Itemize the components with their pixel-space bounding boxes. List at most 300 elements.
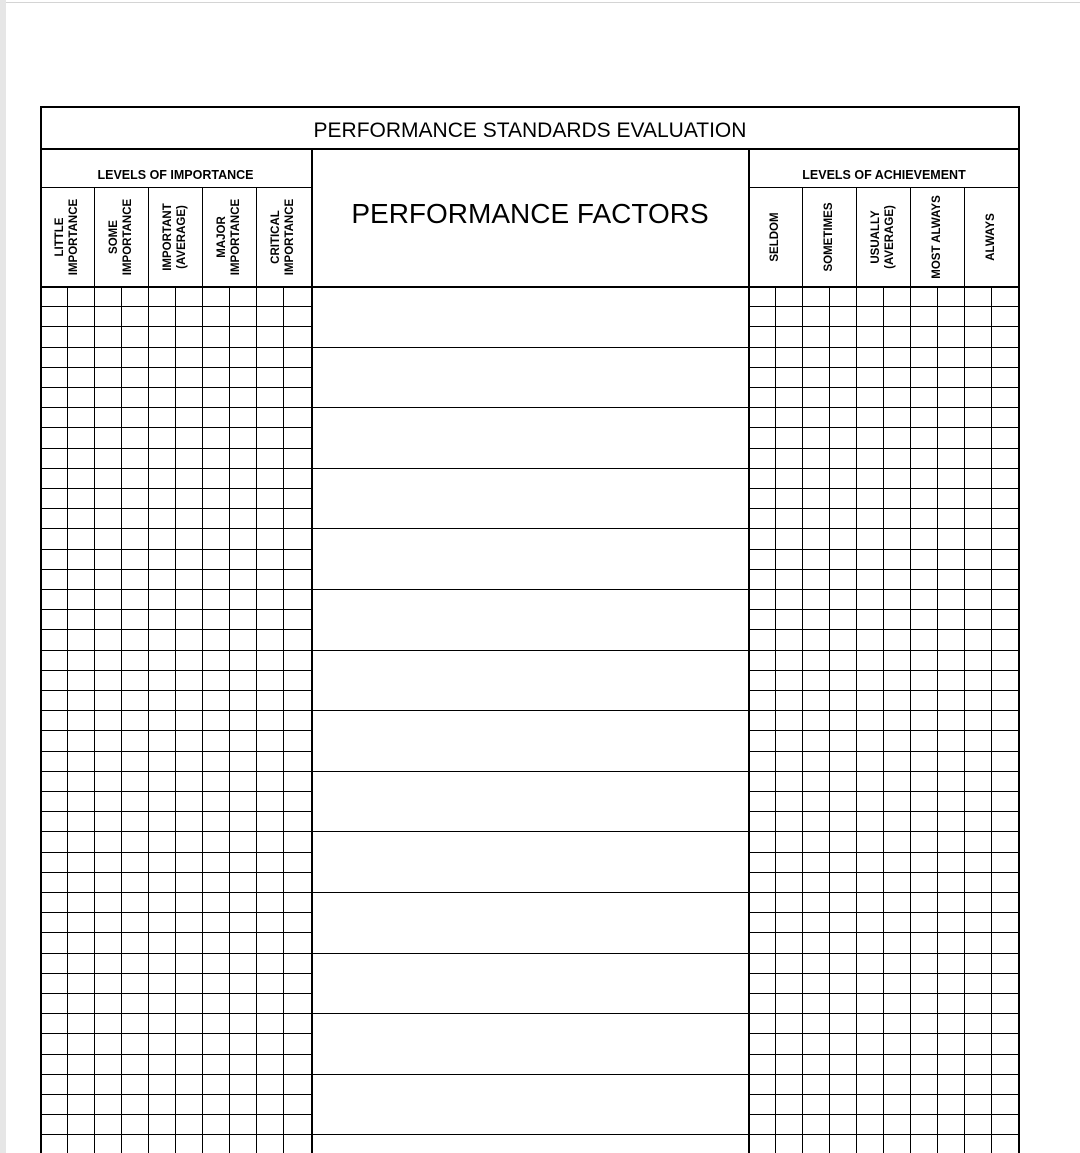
achievement-rating-cell[interactable]: [856, 448, 883, 468]
importance-rating-cell[interactable]: [67, 407, 94, 427]
achievement-rating-cell[interactable]: [748, 549, 775, 569]
achievement-rating-cell[interactable]: [910, 326, 937, 346]
achievement-rating-cell[interactable]: [910, 650, 937, 670]
achievement-rating-cell[interactable]: [964, 730, 991, 750]
achievement-rating-cell[interactable]: [748, 912, 775, 932]
importance-rating-cell[interactable]: [94, 609, 121, 629]
achievement-rating-cell[interactable]: [937, 932, 964, 952]
achievement-rating-cell[interactable]: [802, 286, 829, 306]
achievement-rating-cell[interactable]: [964, 609, 991, 629]
achievement-rating-cell[interactable]: [964, 1033, 991, 1053]
importance-rating-cell[interactable]: [229, 993, 256, 1013]
importance-rating-cell[interactable]: [283, 932, 311, 952]
achievement-rating-cell[interactable]: [937, 710, 964, 730]
importance-rating-cell[interactable]: [148, 1033, 175, 1053]
importance-rating-cell[interactable]: [40, 1094, 67, 1114]
importance-rating-cell[interactable]: [94, 1054, 121, 1074]
importance-rating-cell[interactable]: [67, 852, 94, 872]
achievement-rating-cell[interactable]: [802, 629, 829, 649]
achievement-rating-cell[interactable]: [775, 872, 802, 892]
achievement-rating-cell[interactable]: [775, 710, 802, 730]
achievement-rating-cell[interactable]: [775, 852, 802, 872]
importance-rating-cell[interactable]: [175, 912, 202, 932]
importance-rating-cell[interactable]: [256, 609, 283, 629]
achievement-rating-cell[interactable]: [829, 528, 856, 548]
importance-rating-cell[interactable]: [121, 367, 148, 387]
importance-rating-cell[interactable]: [283, 488, 311, 508]
importance-rating-cell[interactable]: [40, 1114, 67, 1134]
importance-rating-cell[interactable]: [256, 932, 283, 952]
achievement-rating-cell[interactable]: [802, 690, 829, 710]
importance-rating-cell[interactable]: [40, 912, 67, 932]
importance-rating-cell[interactable]: [67, 347, 94, 367]
achievement-rating-cell[interactable]: [910, 286, 937, 306]
importance-rating-cell[interactable]: [202, 751, 229, 771]
achievement-rating-cell[interactable]: [748, 751, 775, 771]
achievement-rating-cell[interactable]: [937, 367, 964, 387]
importance-rating-cell[interactable]: [148, 932, 175, 952]
importance-rating-cell[interactable]: [148, 1054, 175, 1074]
importance-rating-cell[interactable]: [283, 367, 311, 387]
achievement-rating-cell[interactable]: [910, 973, 937, 993]
importance-rating-cell[interactable]: [94, 650, 121, 670]
importance-rating-cell[interactable]: [202, 650, 229, 670]
achievement-rating-cell[interactable]: [937, 528, 964, 548]
importance-rating-cell[interactable]: [202, 1094, 229, 1114]
importance-rating-cell[interactable]: [40, 569, 67, 589]
achievement-rating-cell[interactable]: [883, 508, 910, 528]
achievement-rating-cell[interactable]: [856, 1114, 883, 1134]
achievement-rating-cell[interactable]: [802, 589, 829, 609]
importance-rating-cell[interactable]: [229, 730, 256, 750]
achievement-rating-cell[interactable]: [883, 609, 910, 629]
importance-rating-cell[interactable]: [202, 488, 229, 508]
importance-rating-cell[interactable]: [283, 306, 311, 326]
achievement-rating-cell[interactable]: [802, 387, 829, 407]
performance-factor-field[interactable]: [312, 953, 748, 1014]
achievement-rating-cell[interactable]: [829, 650, 856, 670]
achievement-rating-cell[interactable]: [748, 609, 775, 629]
importance-rating-cell[interactable]: [283, 326, 311, 346]
achievement-rating-cell[interactable]: [883, 1013, 910, 1033]
importance-rating-cell[interactable]: [175, 286, 202, 306]
achievement-rating-cell[interactable]: [964, 690, 991, 710]
achievement-rating-cell[interactable]: [748, 831, 775, 851]
achievement-rating-cell[interactable]: [883, 1033, 910, 1053]
achievement-rating-cell[interactable]: [964, 1013, 991, 1033]
importance-rating-cell[interactable]: [67, 1074, 94, 1094]
importance-rating-cell[interactable]: [229, 508, 256, 528]
achievement-rating-cell[interactable]: [802, 367, 829, 387]
achievement-rating-cell[interactable]: [991, 831, 1020, 851]
importance-rating-cell[interactable]: [94, 831, 121, 851]
importance-rating-cell[interactable]: [229, 1094, 256, 1114]
importance-rating-cell[interactable]: [67, 1114, 94, 1134]
achievement-rating-cell[interactable]: [829, 1114, 856, 1134]
achievement-rating-cell[interactable]: [883, 306, 910, 326]
achievement-rating-cell[interactable]: [802, 710, 829, 730]
achievement-rating-cell[interactable]: [829, 751, 856, 771]
achievement-rating-cell[interactable]: [748, 589, 775, 609]
achievement-rating-cell[interactable]: [829, 286, 856, 306]
importance-rating-cell[interactable]: [175, 953, 202, 973]
importance-rating-cell[interactable]: [256, 771, 283, 791]
importance-rating-cell[interactable]: [229, 953, 256, 973]
achievement-rating-cell[interactable]: [775, 448, 802, 468]
importance-rating-cell[interactable]: [283, 710, 311, 730]
importance-rating-cell[interactable]: [229, 468, 256, 488]
importance-rating-cell[interactable]: [67, 286, 94, 306]
achievement-rating-cell[interactable]: [883, 932, 910, 952]
importance-rating-cell[interactable]: [40, 387, 67, 407]
achievement-rating-cell[interactable]: [883, 953, 910, 973]
achievement-rating-cell[interactable]: [883, 1094, 910, 1114]
importance-rating-cell[interactable]: [121, 609, 148, 629]
importance-rating-cell[interactable]: [283, 387, 311, 407]
importance-rating-cell[interactable]: [202, 852, 229, 872]
achievement-rating-cell[interactable]: [937, 488, 964, 508]
importance-rating-cell[interactable]: [148, 771, 175, 791]
achievement-rating-cell[interactable]: [802, 811, 829, 831]
achievement-rating-cell[interactable]: [856, 528, 883, 548]
achievement-rating-cell[interactable]: [775, 690, 802, 710]
importance-rating-cell[interactable]: [202, 831, 229, 851]
importance-rating-cell[interactable]: [148, 1074, 175, 1094]
achievement-rating-cell[interactable]: [910, 589, 937, 609]
importance-rating-cell[interactable]: [256, 872, 283, 892]
achievement-rating-cell[interactable]: [802, 892, 829, 912]
importance-rating-cell[interactable]: [40, 326, 67, 346]
achievement-rating-cell[interactable]: [775, 528, 802, 548]
importance-rating-cell[interactable]: [229, 973, 256, 993]
importance-rating-cell[interactable]: [229, 912, 256, 932]
importance-rating-cell[interactable]: [202, 326, 229, 346]
achievement-rating-cell[interactable]: [964, 569, 991, 589]
achievement-rating-cell[interactable]: [991, 448, 1020, 468]
importance-rating-cell[interactable]: [40, 427, 67, 447]
importance-rating-cell[interactable]: [67, 468, 94, 488]
achievement-rating-cell[interactable]: [964, 629, 991, 649]
achievement-rating-cell[interactable]: [829, 872, 856, 892]
achievement-rating-cell[interactable]: [937, 387, 964, 407]
importance-rating-cell[interactable]: [175, 549, 202, 569]
achievement-rating-cell[interactable]: [829, 1033, 856, 1053]
importance-rating-cell[interactable]: [283, 852, 311, 872]
importance-rating-cell[interactable]: [175, 508, 202, 528]
achievement-rating-cell[interactable]: [748, 347, 775, 367]
achievement-rating-cell[interactable]: [937, 1114, 964, 1134]
achievement-rating-cell[interactable]: [910, 488, 937, 508]
achievement-rating-cell[interactable]: [829, 589, 856, 609]
achievement-rating-cell[interactable]: [964, 488, 991, 508]
performance-factor-field[interactable]: [312, 710, 748, 771]
achievement-rating-cell[interactable]: [802, 488, 829, 508]
achievement-rating-cell[interactable]: [829, 1094, 856, 1114]
importance-rating-cell[interactable]: [148, 326, 175, 346]
importance-rating-cell[interactable]: [175, 609, 202, 629]
importance-rating-cell[interactable]: [256, 811, 283, 831]
achievement-rating-cell[interactable]: [991, 549, 1020, 569]
importance-rating-cell[interactable]: [40, 407, 67, 427]
importance-rating-cell[interactable]: [229, 306, 256, 326]
importance-rating-cell[interactable]: [202, 912, 229, 932]
achievement-rating-cell[interactable]: [910, 1033, 937, 1053]
importance-rating-cell[interactable]: [148, 508, 175, 528]
achievement-rating-cell[interactable]: [856, 326, 883, 346]
achievement-rating-cell[interactable]: [775, 1094, 802, 1114]
achievement-rating-cell[interactable]: [991, 650, 1020, 670]
importance-rating-cell[interactable]: [148, 872, 175, 892]
achievement-rating-cell[interactable]: [991, 528, 1020, 548]
achievement-rating-cell[interactable]: [991, 751, 1020, 771]
achievement-rating-cell[interactable]: [856, 569, 883, 589]
achievement-rating-cell[interactable]: [964, 1054, 991, 1074]
achievement-rating-cell[interactable]: [829, 1054, 856, 1074]
importance-rating-cell[interactable]: [229, 589, 256, 609]
importance-rating-cell[interactable]: [256, 629, 283, 649]
importance-rating-cell[interactable]: [202, 892, 229, 912]
importance-rating-cell[interactable]: [121, 690, 148, 710]
achievement-rating-cell[interactable]: [775, 791, 802, 811]
importance-rating-cell[interactable]: [40, 831, 67, 851]
achievement-rating-cell[interactable]: [991, 1033, 1020, 1053]
importance-rating-cell[interactable]: [175, 1033, 202, 1053]
achievement-rating-cell[interactable]: [991, 1054, 1020, 1074]
importance-rating-cell[interactable]: [256, 488, 283, 508]
importance-rating-cell[interactable]: [175, 326, 202, 346]
achievement-rating-cell[interactable]: [910, 427, 937, 447]
achievement-rating-cell[interactable]: [937, 993, 964, 1013]
importance-rating-cell[interactable]: [175, 771, 202, 791]
importance-rating-cell[interactable]: [121, 771, 148, 791]
importance-rating-cell[interactable]: [283, 569, 311, 589]
achievement-rating-cell[interactable]: [856, 710, 883, 730]
importance-rating-cell[interactable]: [202, 629, 229, 649]
importance-rating-cell[interactable]: [229, 791, 256, 811]
importance-rating-cell[interactable]: [283, 670, 311, 690]
importance-rating-cell[interactable]: [202, 1054, 229, 1074]
achievement-rating-cell[interactable]: [991, 892, 1020, 912]
importance-rating-cell[interactable]: [121, 549, 148, 569]
importance-rating-cell[interactable]: [121, 508, 148, 528]
achievement-rating-cell[interactable]: [991, 993, 1020, 1013]
importance-rating-cell[interactable]: [67, 892, 94, 912]
importance-rating-cell[interactable]: [229, 650, 256, 670]
importance-rating-cell[interactable]: [256, 690, 283, 710]
importance-rating-cell[interactable]: [40, 286, 67, 306]
importance-rating-cell[interactable]: [229, 427, 256, 447]
achievement-rating-cell[interactable]: [748, 852, 775, 872]
importance-rating-cell[interactable]: [121, 468, 148, 488]
importance-rating-cell[interactable]: [67, 872, 94, 892]
importance-rating-cell[interactable]: [283, 1114, 311, 1134]
importance-rating-cell[interactable]: [148, 650, 175, 670]
importance-rating-cell[interactable]: [67, 1094, 94, 1114]
importance-rating-cell[interactable]: [283, 892, 311, 912]
importance-rating-cell[interactable]: [229, 347, 256, 367]
importance-rating-cell[interactable]: [256, 1054, 283, 1074]
achievement-rating-cell[interactable]: [748, 771, 775, 791]
achievement-rating-cell[interactable]: [883, 771, 910, 791]
achievement-rating-cell[interactable]: [802, 872, 829, 892]
achievement-rating-cell[interactable]: [829, 670, 856, 690]
importance-rating-cell[interactable]: [283, 1094, 311, 1114]
importance-rating-cell[interactable]: [94, 407, 121, 427]
achievement-rating-cell[interactable]: [883, 650, 910, 670]
achievement-rating-cell[interactable]: [910, 852, 937, 872]
achievement-rating-cell[interactable]: [775, 468, 802, 488]
achievement-rating-cell[interactable]: [802, 791, 829, 811]
achievement-rating-cell[interactable]: [937, 589, 964, 609]
importance-rating-cell[interactable]: [202, 387, 229, 407]
achievement-rating-cell[interactable]: [748, 993, 775, 1013]
importance-rating-cell[interactable]: [202, 347, 229, 367]
importance-rating-cell[interactable]: [148, 569, 175, 589]
achievement-rating-cell[interactable]: [964, 811, 991, 831]
importance-rating-cell[interactable]: [283, 286, 311, 306]
importance-rating-cell[interactable]: [148, 710, 175, 730]
achievement-rating-cell[interactable]: [802, 953, 829, 973]
achievement-rating-cell[interactable]: [910, 831, 937, 851]
importance-rating-cell[interactable]: [202, 589, 229, 609]
importance-rating-cell[interactable]: [148, 367, 175, 387]
achievement-rating-cell[interactable]: [829, 811, 856, 831]
importance-rating-cell[interactable]: [40, 448, 67, 468]
importance-rating-cell[interactable]: [148, 751, 175, 771]
achievement-rating-cell[interactable]: [748, 710, 775, 730]
importance-rating-cell[interactable]: [202, 286, 229, 306]
achievement-rating-cell[interactable]: [964, 589, 991, 609]
achievement-rating-cell[interactable]: [775, 730, 802, 750]
achievement-rating-cell[interactable]: [883, 912, 910, 932]
achievement-rating-cell[interactable]: [856, 771, 883, 791]
achievement-rating-cell[interactable]: [964, 953, 991, 973]
importance-rating-cell[interactable]: [202, 710, 229, 730]
importance-rating-cell[interactable]: [40, 1074, 67, 1094]
importance-rating-cell[interactable]: [229, 932, 256, 952]
importance-rating-cell[interactable]: [94, 427, 121, 447]
achievement-rating-cell[interactable]: [964, 831, 991, 851]
importance-rating-cell[interactable]: [148, 730, 175, 750]
achievement-rating-cell[interactable]: [964, 387, 991, 407]
importance-rating-cell[interactable]: [202, 953, 229, 973]
importance-rating-cell[interactable]: [121, 670, 148, 690]
importance-rating-cell[interactable]: [67, 771, 94, 791]
importance-rating-cell[interactable]: [256, 528, 283, 548]
achievement-rating-cell[interactable]: [802, 1074, 829, 1094]
achievement-rating-cell[interactable]: [748, 569, 775, 589]
importance-rating-cell[interactable]: [256, 791, 283, 811]
achievement-rating-cell[interactable]: [883, 347, 910, 367]
achievement-rating-cell[interactable]: [937, 609, 964, 629]
importance-rating-cell[interactable]: [148, 811, 175, 831]
importance-rating-cell[interactable]: [67, 448, 94, 468]
importance-rating-cell[interactable]: [40, 791, 67, 811]
achievement-rating-cell[interactable]: [937, 629, 964, 649]
importance-rating-cell[interactable]: [121, 569, 148, 589]
performance-factor-field[interactable]: [312, 286, 748, 347]
achievement-rating-cell[interactable]: [856, 831, 883, 851]
achievement-rating-cell[interactable]: [748, 508, 775, 528]
achievement-rating-cell[interactable]: [937, 791, 964, 811]
importance-rating-cell[interactable]: [202, 811, 229, 831]
importance-rating-cell[interactable]: [202, 932, 229, 952]
importance-rating-cell[interactable]: [202, 367, 229, 387]
achievement-rating-cell[interactable]: [964, 326, 991, 346]
importance-rating-cell[interactable]: [175, 1074, 202, 1094]
importance-rating-cell[interactable]: [67, 387, 94, 407]
importance-rating-cell[interactable]: [175, 751, 202, 771]
achievement-rating-cell[interactable]: [775, 407, 802, 427]
achievement-rating-cell[interactable]: [883, 427, 910, 447]
achievement-rating-cell[interactable]: [856, 488, 883, 508]
achievement-rating-cell[interactable]: [829, 508, 856, 528]
achievement-rating-cell[interactable]: [937, 690, 964, 710]
achievement-rating-cell[interactable]: [802, 609, 829, 629]
importance-rating-cell[interactable]: [175, 427, 202, 447]
importance-rating-cell[interactable]: [256, 387, 283, 407]
importance-rating-cell[interactable]: [256, 1074, 283, 1094]
importance-rating-cell[interactable]: [94, 629, 121, 649]
importance-rating-cell[interactable]: [67, 569, 94, 589]
achievement-rating-cell[interactable]: [775, 953, 802, 973]
achievement-rating-cell[interactable]: [856, 407, 883, 427]
importance-rating-cell[interactable]: [256, 973, 283, 993]
importance-rating-cell[interactable]: [175, 892, 202, 912]
achievement-rating-cell[interactable]: [856, 670, 883, 690]
achievement-rating-cell[interactable]: [856, 1013, 883, 1033]
achievement-rating-cell[interactable]: [883, 872, 910, 892]
achievement-rating-cell[interactable]: [802, 670, 829, 690]
achievement-rating-cell[interactable]: [937, 1074, 964, 1094]
importance-rating-cell[interactable]: [67, 751, 94, 771]
performance-factor-field[interactable]: [312, 771, 748, 832]
achievement-rating-cell[interactable]: [802, 427, 829, 447]
achievement-rating-cell[interactable]: [991, 609, 1020, 629]
achievement-rating-cell[interactable]: [856, 811, 883, 831]
importance-rating-cell[interactable]: [40, 508, 67, 528]
achievement-rating-cell[interactable]: [991, 710, 1020, 730]
importance-rating-cell[interactable]: [175, 872, 202, 892]
achievement-rating-cell[interactable]: [829, 407, 856, 427]
achievement-rating-cell[interactable]: [937, 751, 964, 771]
importance-rating-cell[interactable]: [256, 831, 283, 851]
importance-rating-cell[interactable]: [283, 811, 311, 831]
achievement-rating-cell[interactable]: [856, 852, 883, 872]
achievement-rating-cell[interactable]: [775, 670, 802, 690]
achievement-rating-cell[interactable]: [991, 690, 1020, 710]
achievement-rating-cell[interactable]: [748, 1074, 775, 1094]
importance-rating-cell[interactable]: [40, 811, 67, 831]
achievement-rating-cell[interactable]: [748, 690, 775, 710]
achievement-rating-cell[interactable]: [883, 528, 910, 548]
achievement-rating-cell[interactable]: [748, 326, 775, 346]
importance-rating-cell[interactable]: [256, 953, 283, 973]
importance-rating-cell[interactable]: [283, 1074, 311, 1094]
importance-rating-cell[interactable]: [256, 407, 283, 427]
importance-rating-cell[interactable]: [40, 973, 67, 993]
achievement-rating-cell[interactable]: [910, 1094, 937, 1114]
achievement-rating-cell[interactable]: [775, 912, 802, 932]
performance-factor-field[interactable]: [312, 468, 748, 529]
importance-rating-cell[interactable]: [229, 771, 256, 791]
achievement-rating-cell[interactable]: [883, 569, 910, 589]
importance-rating-cell[interactable]: [175, 650, 202, 670]
achievement-rating-cell[interactable]: [964, 872, 991, 892]
achievement-rating-cell[interactable]: [748, 629, 775, 649]
importance-rating-cell[interactable]: [94, 993, 121, 1013]
achievement-rating-cell[interactable]: [964, 347, 991, 367]
